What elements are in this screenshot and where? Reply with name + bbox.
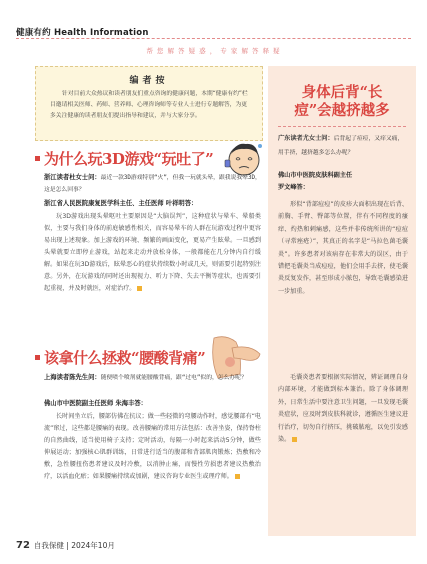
sidebar-body-2 (278, 372, 408, 446)
answer-body-2 (44, 411, 261, 483)
end-mark-icon (235, 474, 240, 479)
doctor-answer-label: 佛山市中医院副主任医师 朱海丰答： (44, 400, 147, 407)
question-text: 随便喷个喷剂就能腰酸背痛，跟“过电”似的，怎么办呢？ (100, 375, 247, 381)
reader-label: 浙江读者杜女士问： (44, 174, 101, 181)
sidebar-heading-line: 身体后背“长 (301, 84, 383, 101)
doctor-title-line: 佛山市中医院皮肤科副主任 (278, 172, 353, 179)
section-bullet (35, 355, 40, 360)
sidebar-doctor-label (278, 170, 408, 194)
doctor-answer-label: 浙江省人民医院康复医学科主任、主任医师 叶祥明答： (44, 200, 198, 207)
sidebar-reader-question (278, 132, 408, 160)
page-number: 72 (16, 540, 30, 551)
reader-question-2 (44, 372, 261, 384)
column-title: 健康有约 Health Information (16, 28, 149, 38)
question-text: 最近一款3D游戏特别“火”，但我一玩就头晕，跟我说我晕3D，这是怎么回事？ (44, 175, 261, 193)
answer-body-1 (44, 211, 261, 295)
article-heading-3d-games: 为什么玩3D游戏“玩吐了” (44, 150, 214, 168)
reader-question-1 (44, 172, 261, 196)
end-mark-icon (292, 437, 297, 442)
end-mark-icon (137, 286, 142, 291)
column-subtitle: 帮 您 解 答 疑 惑 ， 专 家 解 答 释 疑 (146, 47, 281, 55)
sidebar-heading (268, 84, 416, 120)
sidebar-heading-line: 痘”会越挤越多 (294, 102, 390, 119)
answer-text: 玩3D游戏出现头晕呕吐主要原因是“大脑误判”，这种症状与晕车、晕船类似，主要与我们身体的前庭敏感性相关，而容易晕车的人群在玩游戏过程中更容易出现上述现象。加上游戏的环境、频繁的画面变化，更易产生眩晕。一旦感到头晕就要立即停止游戏，站起来走动并放松身体，一般都能在几分钟内自行缓解。如果在玩3D游戏后，眩晕恶心的症状持续数小时或几天，则需要引起特别注意。另外，在玩游戏的同时还出现视力、听力下降、失去平衡等症状，也需要引起重视，并及时就医，对症治疗。 (44, 213, 261, 292)
answer-text: 长时间坐立后，腰部仿佛在抗议；做一些轻微的弯腰动作时，感觉腰部有“电流”窜过，这些都是腰痛的表现。改善腰痛的常用方法包括：改善坐姿，保持脊柱的自然曲线，适当使用椅子支持；定时活动，每隔一小时起来活动5分钟，做些伸展运动；加强核心肌群训练，日常进行适当的腹部和背部肌肉锻炼；热敷和冷敷，急性腰扭伤患者建议及时冷敷，以消肿止痛，而慢性劳损患者建议热敷治疗，以活血化瘀；如果腰痛持续或加剧，建议咨询专业医生或理疗师。 (44, 413, 261, 480)
article-heading-back-pain: 该拿什么拯救“腰酸背痛” (44, 349, 206, 367)
header-divider (16, 38, 411, 39)
answer-text: 毛囊炎患者要根据实际情况，辨证调理自身内部环境，才能做到标本兼治。除了身体调理外，日常生活中要注意卫生问题，一旦发现毛囊炎症状，应及时到皮肤科就诊，遵循医生建议进行治疗，切勿自行挤压，挑破脓疱，以免引发感染。 (278, 374, 408, 444)
editor-note-text: 针对目前大众热议和读者朋友们重点咨询的健康问题，本期“健康有约”栏目邀请相关医师、药师、营养师、心理咨询师等专业人士进行专题解答，为更多关注健康的读者朋友们提出指导和建议，并与大家分享。 (50, 91, 248, 119)
reader-label: 上海读者陈先生问： (44, 374, 101, 381)
sidebar-divider (278, 126, 406, 127)
journal-info: 自我保健 | 2024年10月 (33, 541, 115, 550)
editor-note-box (35, 66, 263, 141)
sidebar-article (268, 66, 416, 536)
reader-label: 广东读者尤女士问： (278, 135, 334, 142)
question-text: 后背起了痘痘，又痒又痛，用手挤，越挤越多怎么办呢？ (278, 136, 404, 156)
doctor-name-line: 罗文峰答： (278, 184, 309, 191)
page-footer (16, 540, 115, 551)
editor-note-title: 编者按 (129, 76, 169, 86)
sidebar-body-1: 形似“背部痘痘”的皮疹大面积出现在后背、前胸、手臂、臀部等位置，伴有不同程度的瘙痒、灼热和刺痛感，这些并非传统所讲的“痘痘（寻常痤疮）”，其真正的名字是“马拉色菌毛囊炎”。许多患者对该病存在非常大的误区，由于错把毛囊炎当成痘痘，他们会用手去挤，使毛囊炎反复发作，甚至形成小脓包，导致毛囊感染进一步加重。 (278, 201, 408, 295)
section-bullet (35, 156, 40, 161)
